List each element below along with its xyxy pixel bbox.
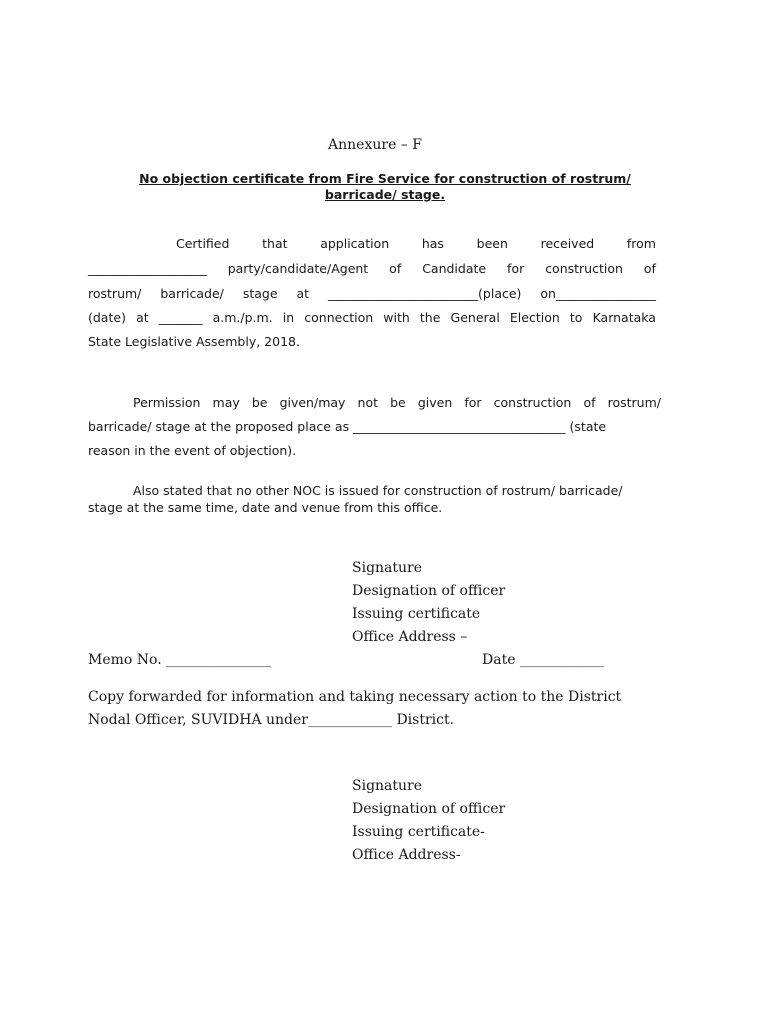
office-address-label-2: Office Address- [352, 847, 461, 863]
word: of [389, 261, 402, 276]
para1-line-5: State Legislative Assembly, 2018. [88, 334, 300, 349]
word: stage [242, 286, 278, 301]
word: of [583, 395, 596, 410]
word: a.m./p.m. [212, 310, 273, 325]
para1-line-1 [176, 236, 656, 251]
office-address-label: Office Address – [352, 629, 468, 645]
para3-line-2: stage at the same time, date and venue from this office. [88, 500, 443, 515]
designation-label: Designation of officer [352, 583, 506, 599]
para2-line-3: reason in the event of objection). [88, 443, 297, 458]
signature-label-2: Signature [352, 778, 423, 794]
para3-line-1: Also stated that no other NOC is issued for construction of rostrum/ barricade/ [133, 483, 623, 498]
word: with [383, 310, 410, 325]
word: General [450, 310, 500, 325]
issuing-certificate-label: Issuing certificate [352, 606, 481, 622]
word: given [417, 395, 453, 410]
designation-label-2: Designation of officer [352, 801, 506, 817]
para1-line-4 [88, 310, 656, 325]
word: received [540, 236, 595, 251]
word: ___________________ [88, 261, 207, 276]
title-line-2: barricade/ stage. [324, 187, 446, 202]
word: given/may [279, 395, 346, 410]
word: of [643, 261, 656, 276]
word: to [569, 310, 583, 325]
word: be [390, 395, 406, 410]
word: rostrum/ [88, 286, 142, 301]
word: party/candidate/Agent [227, 261, 369, 276]
word: Candidate [422, 261, 487, 276]
word: has [421, 236, 444, 251]
word: been [476, 236, 508, 251]
para2-line-2: barricade/ stage at the proposed place as __________________________________ (state [88, 419, 607, 434]
word: from [626, 236, 656, 251]
word: in [282, 310, 295, 325]
word: not [357, 395, 379, 410]
issuing-certificate-label-2: Issuing certificate- [352, 824, 485, 840]
word: that [262, 236, 288, 251]
para1-line-2 [88, 261, 656, 276]
title-line-1: No objection certificate from Fire Service for construction of rostrum/ [139, 171, 631, 186]
copy-forwarded-line-1: Copy forwarded for information and taking necessary action to the District [88, 689, 622, 705]
word: ________________________(place) [328, 286, 522, 301]
word: may [212, 395, 240, 410]
signature-label: Signature [352, 560, 423, 576]
word: be [251, 395, 268, 410]
word: Karnataka [592, 310, 656, 325]
word: (date) [88, 310, 126, 325]
word: barricade/ [160, 286, 224, 301]
word: connection [304, 310, 374, 325]
word: for [507, 261, 525, 276]
copy-forwarded-line-2: Nodal Officer, SUVIDHA under____________ District. [88, 712, 455, 728]
para2-line-1 [133, 395, 661, 410]
word: at [136, 310, 149, 325]
word: for [464, 395, 482, 410]
annexure-label: Annexure – F [328, 137, 422, 153]
word: at [296, 286, 310, 301]
word: the [419, 310, 441, 325]
word: on________________ [540, 286, 656, 301]
word: application [320, 236, 390, 251]
word: Certified [176, 236, 230, 251]
date-field: Date ____________ [482, 652, 604, 668]
word: Permission [133, 395, 201, 410]
word: rostrum/ [607, 395, 661, 410]
word: construction [545, 261, 623, 276]
memo-number: Memo No. _______________ [88, 652, 272, 668]
para1-line-3 [88, 286, 656, 301]
word: _______ [158, 310, 203, 325]
word: construction [493, 395, 572, 410]
word: Election [509, 310, 560, 325]
